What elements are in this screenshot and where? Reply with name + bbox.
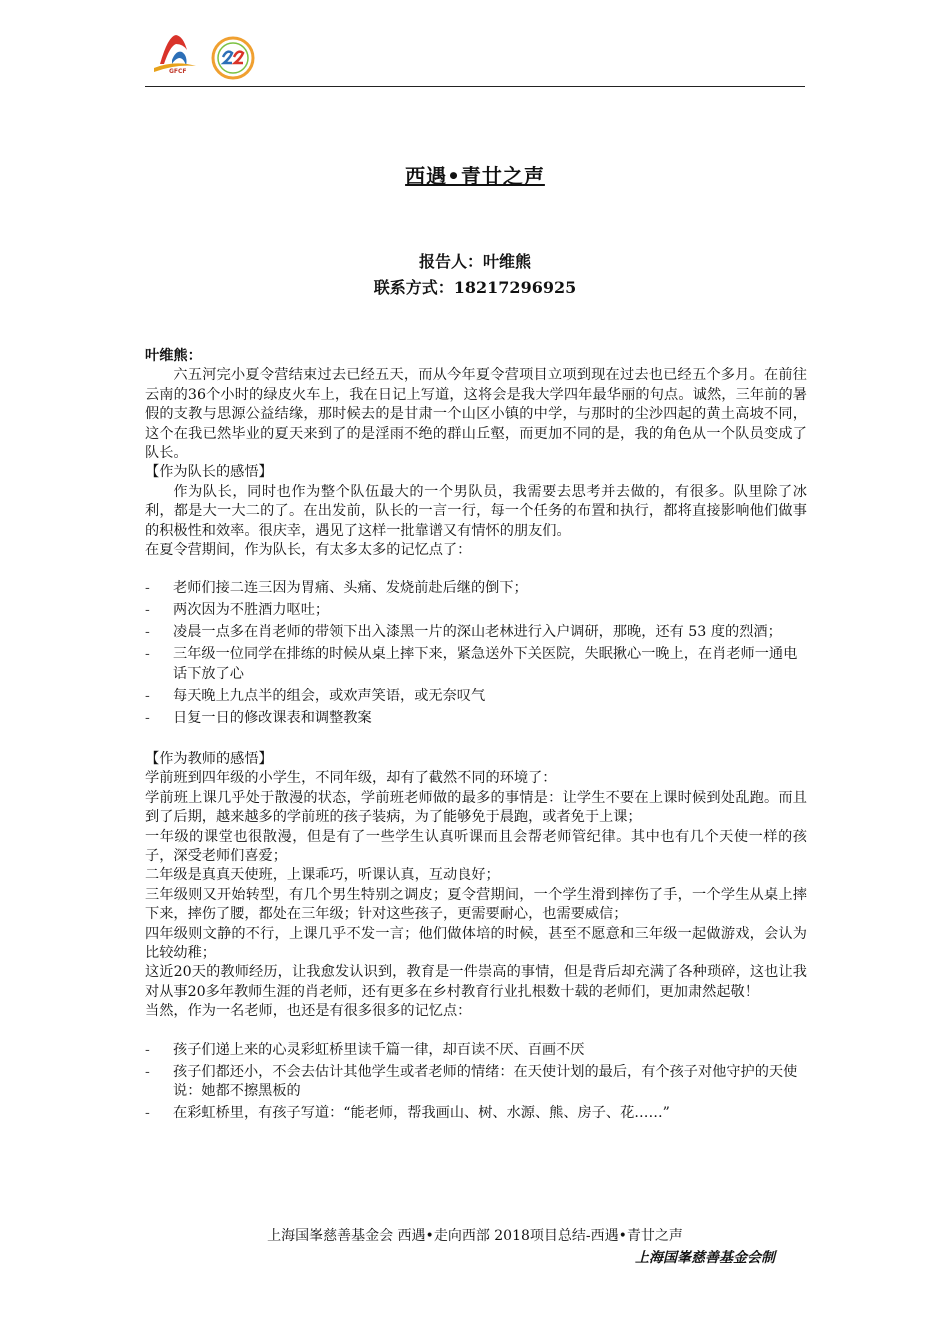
list-item: - 老师们接二连三因为胃痛、头痛、发烧前赴后继的倒下； <box>145 579 807 598</box>
teacher-heading: 【作为教师的感悟】 <box>145 750 273 767</box>
teacher-paragraph: 当然，作为一名老师，也还是有很多很多的记忆点： <box>145 1003 472 1020</box>
teacher-memory-list <box>145 1041 807 1124</box>
teacher-paragraph: 学前班到四年级的小学生，不同年级，却有了截然不同的环境了： <box>145 770 557 787</box>
list-item: - 凌晨一点多在肖老师的带领下出入漆黑一片的深山老林进行入户调研，那晚，还有 53 度的烈酒； <box>145 623 807 642</box>
list-item: - 孩子们都还小，不会去估计其他学生或者老师的情绪：在天使计划的最后，有个孩子对他守护的天使说：她都不擦黑板的 <box>145 1063 807 1102</box>
teacher-paragraph: 四年级则文静的不行，上课几乎不发一言；他们做体培的时候，甚至不愿意和三年级一起做游戏，会认为比较幼稚； <box>145 925 807 961</box>
list-item: - 在彩虹桥里，有孩子写道：“能老师，帮我画山、树、水源、熊、房子、花……” <box>145 1104 807 1123</box>
footer-signature: 上海国峯慈善基金会制 <box>635 1250 775 1266</box>
teacher-paragraph: 这近20天的教师经历，让我愈发认识到，教育是一件崇高的事情，但是背后却充满了各种琐碎，这也让我对从事20多年教师生涯的肖老师，还有更多在乡村教育行业扎根数十载的老师们，更加肃然起敬！ <box>145 964 807 1000</box>
list-item: - 日复一日的修改课表和调整教案 <box>145 709 807 728</box>
twenty-years-logo-icon <box>210 35 256 81</box>
teacher-paragraph: 一年级的课堂也很散漫，但是有了一些学生认真听课而且会帮老师管纪律。其中也有几个天使一样的孩子，深受老师们喜爱； <box>145 828 807 864</box>
teacher-paragraph: 二年级是真真天使班，上课乖巧，听课认真，互动良好； <box>145 867 500 884</box>
captain-heading: 【作为队长的感悟】 <box>145 464 273 481</box>
report-body <box>145 347 807 1126</box>
header-divider <box>145 86 805 87</box>
list-item: - 每天晚上九点半的组会，或欢声笑语，或无奈叹气 <box>145 687 807 706</box>
captain-paragraph: 作为队长，同时也作为整个队伍最大的一个男队员，我需要去思考并去做的，有很多。队里除了冰利，都是大一大二的了。在出发前，队长的一言一行，每一个任务的布置和执行，都将直接影响他们做事的积极性和效率。很庆幸，遇见了这样一批靠谱又有情怀的朋友们。 <box>145 483 807 539</box>
contact-line: 联系方式：18217296925 <box>373 278 577 297</box>
list-item: - 两次因为不胜酒力呕吐； <box>145 601 807 620</box>
teacher-paragraph: 三年级则又开始转型，有几个男生特别之调皮；夏令营期间，一个学生滑到摔伤了手，一个学生从桌上摔下来，摔伤了腰，都处在三年级；针对这些孩子，更需要耐心，也需要威信； <box>145 886 807 923</box>
teacher-paragraph: 学前班上课几乎处于散漫的状态，学前班老师做的最多的事情是：让学生不要在上课时候到处乱跑。而且到了后期，越来越多的学前班的孩子装病，为了能够免于晨跑，或者免于上课； <box>145 789 807 826</box>
author-heading: 叶维熊： <box>145 348 202 364</box>
page-title: 西遇•青廿之声 <box>405 164 545 188</box>
header-logos <box>150 30 270 80</box>
list-item: - 孩子们递上来的心灵彩虹桥里读千篇一律，却百读不厌、百画不厌 <box>145 1041 807 1060</box>
footer-line: 上海国峯慈善基金会 西遇•走向西部 2018项目总结-西遇•青廿之声 <box>267 1228 683 1244</box>
intro-paragraph: 六五河完小夏令营结束过去已经五天，而从今年夏令营项目立项到现在过去也已经五个多月。在前往云南的36个小时的绿皮火车上，我在日记上写道，这将会是我大学四年最华丽的句点。诚然，三年前的暑假的支教与思源公益结缘，那时候去的是甘肃一个山区小镇的中学，与那时的尘沙四起的黄土高坡不同，这个在我已然毕业的夏天来到了的是淫雨不绝的群山丘壑，而更加不同的是，我的角色从一个队员变成了队长。 <box>145 367 807 462</box>
captain-memory-intro: 在夏令营期间，作为队长，有太多太多的记忆点了： <box>145 542 472 559</box>
captain-memory-list <box>145 579 807 728</box>
reporter-line: 报告人：叶维熊 <box>418 252 531 271</box>
list-item: - 三年级一位同学在排练的时候从桌上摔下来，紧急送外下关医院，失眠揪心一晚上，在肖老师一通电话下放了心 <box>145 645 807 684</box>
gfcf-logo-text: GFCF <box>169 68 187 75</box>
